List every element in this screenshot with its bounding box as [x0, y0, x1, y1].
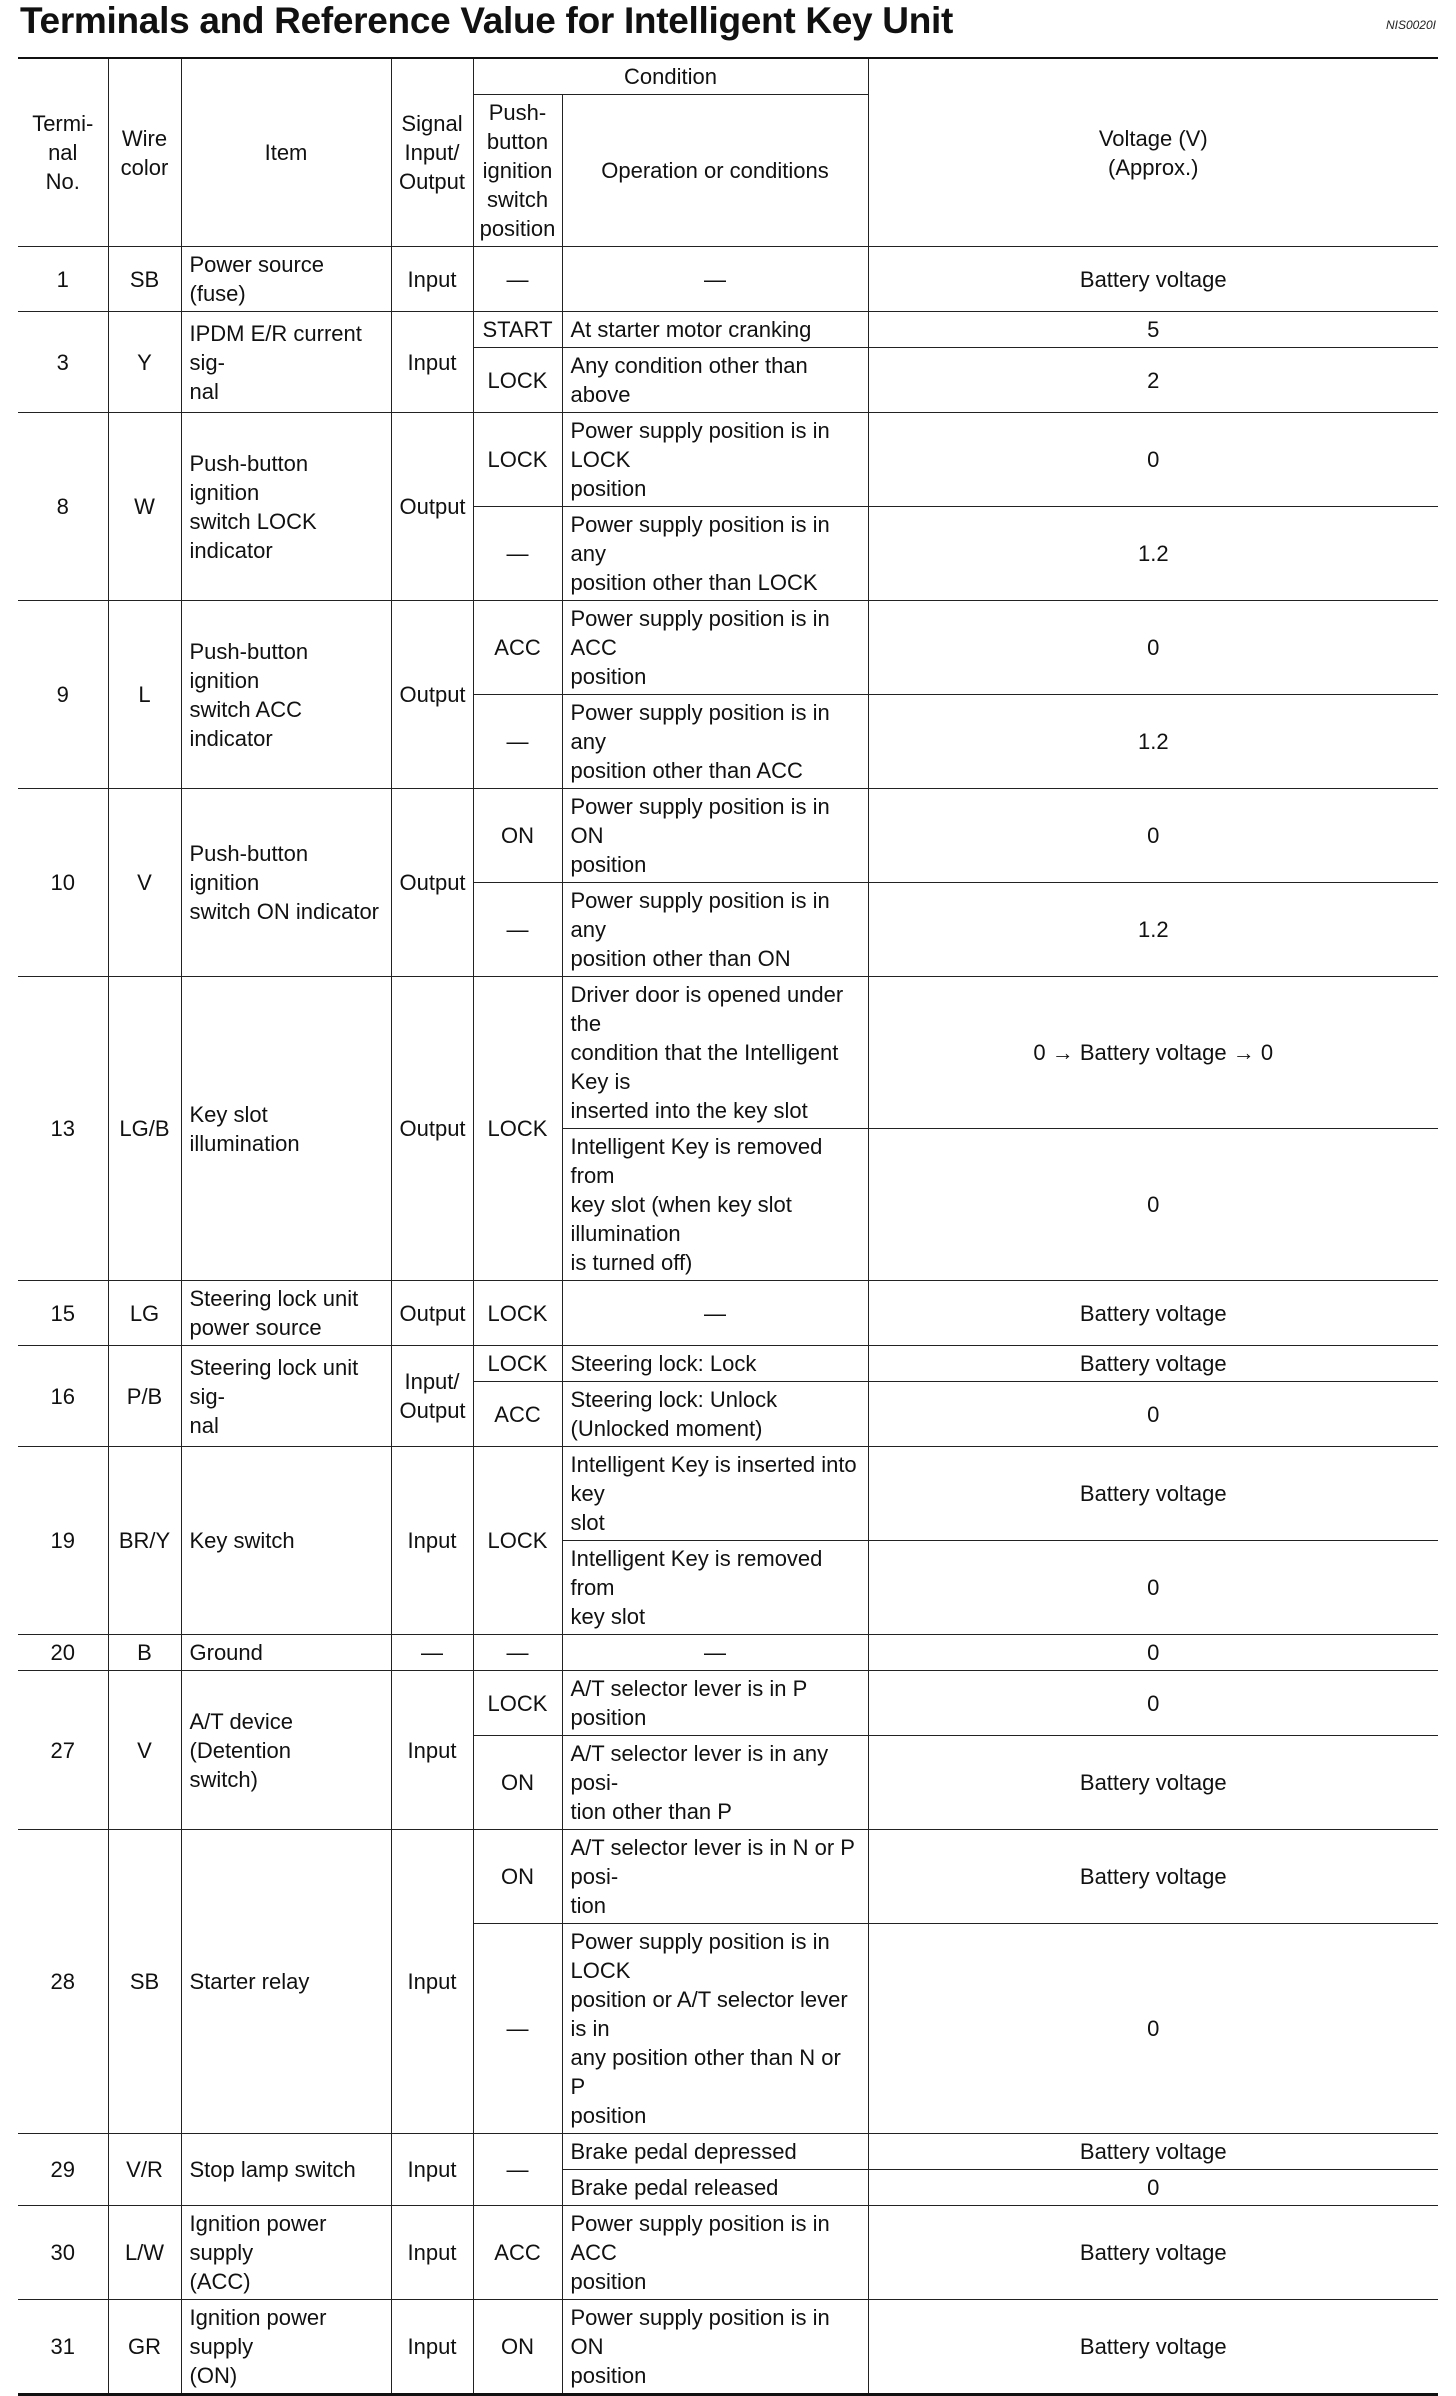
voltage-cell: Battery voltage — [868, 2300, 1438, 2395]
voltage-cell: 0 — [868, 1671, 1438, 1736]
item-cell: Stop lamp switch — [181, 2134, 391, 2206]
terminal-no-cell: 30 — [18, 2206, 108, 2300]
push-position-cell: LOCK — [473, 413, 562, 507]
item-cell: Ground — [181, 1635, 391, 1671]
terminal-no-cell: 10 — [18, 789, 108, 977]
operation-cell: Driver door is opened under the condition that the Intelligent Key is inserted into the key slot — [562, 977, 868, 1129]
item-cell: Push-button ignition switch ON indicator — [181, 789, 391, 977]
page-title: Terminals and Reference Value for Intelligent Key Unit — [20, 0, 954, 41]
push-position-cell: LOCK — [473, 977, 562, 1281]
item-cell: IPDM E/R current sig- nal — [181, 312, 391, 413]
document-code: NIS0020I — [1385, 18, 1436, 32]
terminal-no-cell: 1 — [18, 247, 108, 312]
voltage-cell: 5 — [868, 312, 1438, 348]
operation-cell: A/T selector lever is in P position — [562, 1671, 868, 1736]
item-cell: A/T device (Detention switch) — [181, 1671, 391, 1830]
terminal-no-cell: 15 — [18, 1281, 108, 1346]
voltage-cell: Battery voltage — [868, 1830, 1438, 1924]
voltage-cell: Battery voltage — [868, 1736, 1438, 1830]
voltage-cell: 1.2 — [868, 695, 1438, 789]
wire-color-cell: V — [108, 1671, 181, 1830]
signal-cell: Input — [391, 247, 473, 312]
table-row — [18, 2206, 1438, 2300]
header-operation-conditions: Operation or conditions — [562, 95, 868, 247]
signal-cell: Output — [391, 601, 473, 789]
wire-color-cell: Y — [108, 312, 181, 413]
operation-cell: Brake pedal released — [562, 2170, 868, 2206]
wire-color-cell: BR/Y — [108, 1447, 181, 1635]
signal-cell: Input — [391, 1671, 473, 1830]
push-position-cell: — — [473, 507, 562, 601]
table-row — [18, 977, 1438, 1129]
terminal-no-cell: 19 — [18, 1447, 108, 1635]
operation-cell: Power supply position is in LOCK position or A/T selector lever is in any position other than N or P position — [562, 1924, 868, 2134]
operation-cell: Power supply position is in ON position — [562, 789, 868, 883]
signal-cell: Output — [391, 977, 473, 1281]
wire-color-cell: GR — [108, 2300, 181, 2395]
push-position-cell: LOCK — [473, 1671, 562, 1736]
operation-cell: Power supply position is in LOCK position — [562, 413, 868, 507]
item-cell: Push-button ignition switch LOCK indicator — [181, 413, 391, 601]
terminal-no-cell: 28 — [18, 1830, 108, 2134]
push-position-cell: LOCK — [473, 1346, 562, 1382]
signal-cell: Output — [391, 789, 473, 977]
item-cell: Ignition power supply (ACC) — [181, 2206, 391, 2300]
voltage-cell: Battery voltage — [868, 1447, 1438, 1541]
operation-cell: — — [562, 1281, 868, 1346]
voltage-cell: 0 — [868, 2170, 1438, 2206]
operation-cell: A/T selector lever is in any posi- tion other than P — [562, 1736, 868, 1830]
wire-color-cell: LG/B — [108, 977, 181, 1281]
table-body — [18, 247, 1438, 2395]
push-position-cell: ON — [473, 1736, 562, 1830]
signal-cell: — — [391, 1635, 473, 1671]
item-cell: Steering lock unit sig- nal — [181, 1346, 391, 1447]
operation-cell: Steering lock: Unlock (Unlocked moment) — [562, 1382, 868, 1447]
wire-color-cell: L — [108, 601, 181, 789]
voltage-cell: 0 — [868, 789, 1438, 883]
signal-cell: Input/ Output — [391, 1346, 473, 1447]
operation-cell: Power supply position is in ACC position — [562, 601, 868, 695]
voltage-cell: Battery voltage — [868, 2134, 1438, 2170]
header-push-button-position: Push- button ignition switch position — [473, 95, 562, 247]
terminal-no-cell: 29 — [18, 2134, 108, 2206]
terminal-no-cell: 8 — [18, 413, 108, 601]
wire-color-cell: V/R — [108, 2134, 181, 2206]
signal-cell: Output — [391, 1281, 473, 1346]
table-row — [18, 2300, 1438, 2395]
header-terminal-no: Termi- nal No. — [18, 59, 108, 247]
voltage-cell: Battery voltage — [868, 247, 1438, 312]
push-position-cell: START — [473, 312, 562, 348]
voltage-cell: 0 — [868, 1635, 1438, 1671]
push-position-cell: ON — [473, 2300, 562, 2395]
operation-cell: Steering lock: Lock — [562, 1346, 868, 1382]
operation-cell: At starter motor cranking — [562, 312, 868, 348]
item-cell: Steering lock unit power source — [181, 1281, 391, 1346]
table-row — [18, 1830, 1438, 1924]
signal-cell: Output — [391, 413, 473, 601]
push-position-cell: — — [473, 695, 562, 789]
operation-cell: A/T selector lever is in N or P posi- tion — [562, 1830, 868, 1924]
operation-cell: Power supply position is in any position other than ON — [562, 883, 868, 977]
signal-cell: Input — [391, 1830, 473, 2134]
voltage-cell: 1.2 — [868, 507, 1438, 601]
terminal-no-cell: 3 — [18, 312, 108, 413]
voltage-cell: 0 — [868, 1541, 1438, 1635]
header-voltage: Voltage (V) (Approx.) — [868, 59, 1438, 247]
item-cell: Power source (fuse) — [181, 247, 391, 312]
wire-color-cell: W — [108, 413, 181, 601]
operation-cell: — — [562, 247, 868, 312]
push-position-cell: LOCK — [473, 348, 562, 413]
push-position-cell: LOCK — [473, 1447, 562, 1635]
operation-cell: Power supply position is in ACC position — [562, 2206, 868, 2300]
header-signal-input-output: Signal Input/ Output — [391, 59, 473, 247]
operation-cell: Power supply position is in ON position — [562, 2300, 868, 2395]
table-row — [18, 2134, 1438, 2170]
operation-cell: — — [562, 1635, 868, 1671]
push-position-cell: ACC — [473, 601, 562, 695]
signal-cell: Input — [391, 2206, 473, 2300]
push-position-cell: — — [473, 2134, 562, 2206]
wire-color-cell: SB — [108, 1830, 181, 2134]
table-row — [18, 312, 1438, 348]
table-row — [18, 1281, 1438, 1346]
operation-cell: Any condition other than above — [562, 348, 868, 413]
push-position-cell: — — [473, 1635, 562, 1671]
table-row — [18, 1635, 1438, 1671]
signal-cell: Input — [391, 1447, 473, 1635]
wire-color-cell: SB — [108, 247, 181, 312]
push-position-cell: — — [473, 1924, 562, 2134]
table-row — [18, 1346, 1438, 1382]
item-cell: Key slot illumination — [181, 977, 391, 1281]
voltage-cell: 0 → Battery voltage → 0 — [868, 977, 1438, 1129]
item-cell: Starter relay — [181, 1830, 391, 2134]
wire-color-cell: LG — [108, 1281, 181, 1346]
voltage-cell: 0 — [868, 601, 1438, 695]
table-row — [18, 1671, 1438, 1736]
table-row — [18, 789, 1438, 883]
header-item: Item — [181, 59, 391, 247]
push-position-cell: ON — [473, 1830, 562, 1924]
terminal-reference-table — [18, 59, 1438, 2396]
item-cell: Key switch — [181, 1447, 391, 1635]
push-position-cell: ACC — [473, 1382, 562, 1447]
push-position-cell: — — [473, 883, 562, 977]
signal-cell: Input — [391, 2134, 473, 2206]
terminal-no-cell: 31 — [18, 2300, 108, 2395]
operation-cell: Intelligent Key is removed from key slot — [562, 1541, 868, 1635]
operation-cell: Intelligent Key is removed from key slot (when key slot illumination is turned off) — [562, 1129, 868, 1281]
wire-color-cell: B — [108, 1635, 181, 1671]
signal-cell: Input — [391, 312, 473, 413]
header-wire-color: Wire color — [108, 59, 181, 247]
operation-cell: Brake pedal depressed — [562, 2134, 868, 2170]
push-position-cell: — — [473, 247, 562, 312]
push-position-cell: LOCK — [473, 1281, 562, 1346]
table-row — [18, 1447, 1438, 1541]
voltage-cell: 0 — [868, 1129, 1438, 1281]
push-position-cell: ACC — [473, 2206, 562, 2300]
terminal-no-cell: 20 — [18, 1635, 108, 1671]
operation-cell: Power supply position is in any position other than LOCK — [562, 507, 868, 601]
operation-cell: Intelligent Key is inserted into key slot — [562, 1447, 868, 1541]
voltage-cell: 1.2 — [868, 883, 1438, 977]
terminal-no-cell: 13 — [18, 977, 108, 1281]
item-cell: Push-button ignition switch ACC indicator — [181, 601, 391, 789]
signal-cell: Input — [391, 2300, 473, 2395]
table-row — [18, 247, 1438, 312]
header-condition: Condition — [473, 59, 868, 95]
item-cell: Ignition power supply (ON) — [181, 2300, 391, 2395]
terminal-no-cell: 9 — [18, 601, 108, 789]
operation-cell: Power supply position is in any position other than ACC — [562, 695, 868, 789]
wire-color-cell: L/W — [108, 2206, 181, 2300]
voltage-cell: 2 — [868, 348, 1438, 413]
table-row — [18, 601, 1438, 695]
wire-color-cell: V — [108, 789, 181, 977]
wire-color-cell: P/B — [108, 1346, 181, 1447]
terminal-no-cell: 27 — [18, 1671, 108, 1830]
table-row — [18, 413, 1438, 507]
voltage-cell: Battery voltage — [868, 1281, 1438, 1346]
voltage-cell: Battery voltage — [868, 1346, 1438, 1382]
voltage-cell: Battery voltage — [868, 2206, 1438, 2300]
voltage-cell: 0 — [868, 1924, 1438, 2134]
voltage-cell: 0 — [868, 413, 1438, 507]
push-position-cell: ON — [473, 789, 562, 883]
voltage-cell: 0 — [868, 1382, 1438, 1447]
terminal-no-cell: 16 — [18, 1346, 108, 1447]
